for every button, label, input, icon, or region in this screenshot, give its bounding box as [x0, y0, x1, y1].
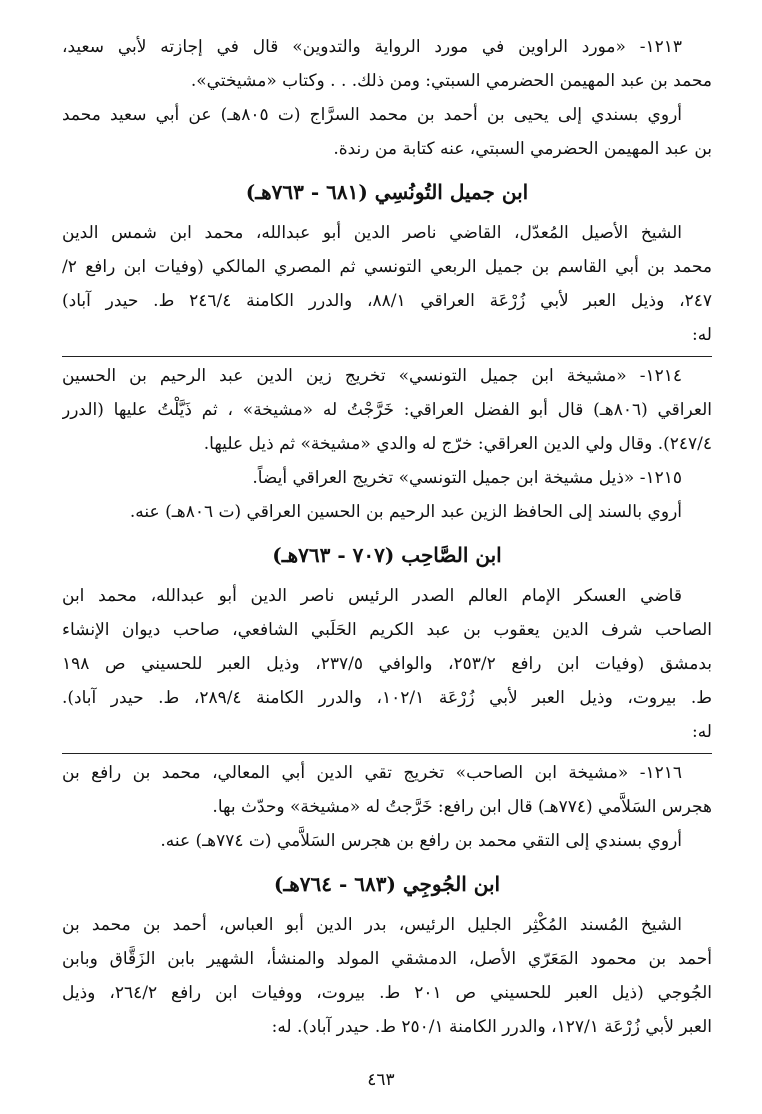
- bio-line: العبر لأبي زُرْعَة ١٢٧/١، والدرر الكامنة ٢٥٠/١ ط. حيدر آباد). له:: [271, 1017, 712, 1037]
- biography-paragraph: [62, 579, 712, 749]
- bio-line: الشيخ الأصيل المُعدّل، القاضي ناصر الدين أبو عبدالله، محمد ابن شمس الدين: [62, 223, 682, 243]
- document-page: [62, 30, 712, 1044]
- biography-paragraph: [62, 908, 712, 1044]
- bio-line: الجُوجي (ذيل العبر للحسيني ص ٢٠١ ط. بيروت، ووفيات ابن رافع ٢٦٤/٢، وذيل: [62, 983, 712, 1003]
- entry-line: ١٢١٣- «مورد الراوين في مورد الرواية والتدوين» قال في إجازته لأبي سعيد،: [62, 37, 682, 57]
- bio-line: قاضي العسكر الإمام العالم الصدر الرئيس ناصر الدين أبو عبدالله، محمد ابن: [62, 586, 682, 606]
- entry-line: ١٢١٤- «مشيخة ابن جميل التونسي» تخريج زين الدين عبد الرحيم بن الحسين: [62, 366, 682, 386]
- entry-1215: [62, 461, 712, 495]
- section-heading: ابن جميل التُونُسِي (٦٨١ - ٧٦٣هـ): [245, 180, 529, 204]
- divider-rule: [62, 753, 712, 754]
- chain-of-narration: [62, 824, 712, 858]
- bio-line: أحمد بن محمود المَعَرّي الأصل، الدمشقي المولد والمنشأ، الشهير بابن الزَقَّاق وبابن: [62, 949, 712, 969]
- section-heading: ابن الجُوجِي (٦٨٣ - ٧٦٤هـ): [273, 872, 501, 896]
- entry-1214: [62, 359, 712, 461]
- divider-rule: [62, 356, 712, 357]
- entry-line: ٢٤٧/٤). وقال ولي الدين العراقي: خرّج له والدي «مشيخة» ثم ذيل عليها.: [203, 434, 712, 454]
- chain-of-narration: [62, 98, 712, 166]
- bio-line: الصاحب شرف الدين يعقوب بن عبد الكريم الحَلَبي الشافعي، صاحب ديوان الإنشاء: [62, 620, 712, 640]
- bio-line: الشيخ المُسند المُكْثِر الجليل الرئيس، بدر الدين أبو العباس، أحمد بن محمد بن: [62, 915, 682, 935]
- bio-line: ٢٤٧، وذيل العبر لأبي زُرْعَة العراقي ٨٨/١، والدرر الكامنة ٢٤٦/٤ ط. حيدر آباد): [62, 291, 712, 311]
- bio-line: محمد بن أبي القاسم بن جميل الربعي التونسي ثم المصري المالكي (وفيات ابن رافع ٢/: [62, 257, 712, 277]
- entry-line: ١٢١٦- «مشيخة ابن الصاحب» تخريج تقي الدين أبي المعالي، محمد بن رافع بن: [62, 763, 682, 783]
- entry-line: أروي بسندي إلى يحيى بن أحمد بن محمد السرَّاج (ت ٨٠٥هـ) عن أبي سعيد محمد: [62, 105, 682, 125]
- entry-line: العراقي (٨٠٦هـ) قال أبو الفضل العراقي: خَرَّجْتُ له «مشيخة» ، ثم ذَيَّلْتُ عليها (الدرر: [62, 400, 712, 420]
- entry-line: أروي بالسند إلى الحافظ الزين عبد الرحيم بن الحسين العراقي (ت ٨٠٦هـ) عنه.: [129, 502, 682, 522]
- page-number: ٤٦٣: [367, 1070, 395, 1090]
- entry-1216: [62, 756, 712, 824]
- entry-line: بن عبد المهيمن الحضرمي السبتي، عنه كتابة من رندة.: [333, 139, 712, 159]
- entry-line: ١٢١٥- «ذيل مشيخة ابن جميل التونسي» تخريج العراقي أيضاً.: [252, 468, 682, 488]
- bio-line: له:: [691, 325, 712, 345]
- entry-line: أروي بسندي إلى التقي محمد بن رافع بن هجرس السَلاَّمي (ت ٧٧٤هـ) عنه.: [160, 831, 682, 851]
- bio-line: له:: [691, 722, 712, 742]
- entry-line: هجرس السَلاَّمي (٧٧٤هـ) قال ابن رافع: خَرَّجتُ له «مشيخة» وحدّث بها.: [212, 797, 712, 817]
- bio-line: بدمشق (وفيات ابن رافع ٢٥٣/٢، والوافي ٢٣٧/٥، وذيل العبر للحسيني ص ١٩٨: [62, 654, 712, 674]
- biography-paragraph: [62, 216, 712, 352]
- bio-line: ط. بيروت، وذيل العبر لأبي زُرْعَة ١٠٢/١، والدرر الكامنة ٢٨٩/٤، ط. حيدر آباد).: [62, 688, 712, 708]
- chain-of-narration: [62, 495, 712, 529]
- section-heading: ابن الصَّاحِب (٧٠٧ - ٧٦٣هـ): [272, 543, 502, 567]
- entry-1213: [62, 30, 712, 98]
- entry-line: محمد بن عبد المهيمن الحضرمي السبتي: ومن ذلك. . . وكتاب «مشيختي».: [190, 71, 712, 91]
